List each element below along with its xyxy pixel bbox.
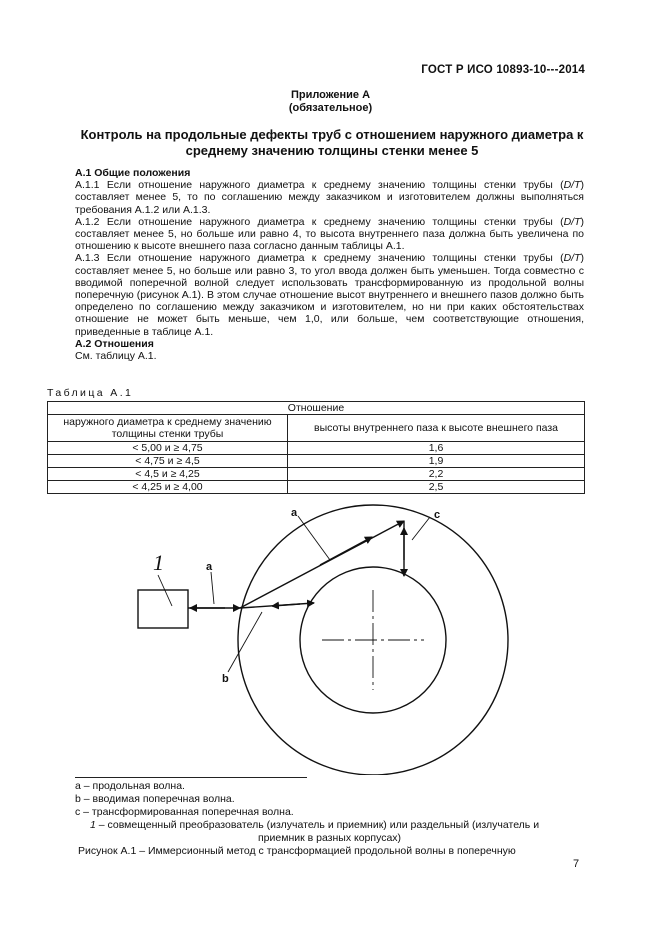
body-text [75, 167, 584, 362]
annex-title-line2: среднему значению толщины стенки менее 5 [185, 143, 479, 158]
figure-label-a-left: a [206, 561, 213, 573]
paragraph-a12-end: ) составляет менее 5, но больше или равно 4, то высота внутреннего паза должна быть увеличена по отношению к высоте внешнего паза согласно данным таблицы А.1. [75, 215, 584, 253]
paragraph-a13 [75, 252, 584, 337]
wave-b-return [272, 604, 300, 606]
section-a1-heading: А.1 Общие положения [75, 167, 191, 179]
paragraph-a13-dt: D/T [563, 252, 581, 265]
table-header-top-row [48, 402, 585, 415]
paragraph-a11-start: А.1.1 Если отношение наружного диаметра к среднему значению толщины стенки трубы ( [75, 179, 564, 192]
table-row [48, 455, 585, 468]
figure-label-b: b [222, 673, 229, 685]
paragraph-a11-dt: D/T [563, 179, 581, 192]
paragraph-a2: См. таблицу А.1. [75, 350, 157, 363]
table-cell: 2,2 [288, 468, 585, 481]
paragraph-a12-start: А.1.2 Если отношение наружного диаметра к среднему значению толщины стенки трубы ( [75, 215, 564, 228]
paragraph-a12 [75, 216, 584, 253]
leader-a-top [298, 516, 330, 560]
section-a2-heading: А.2 Отношения [75, 337, 154, 350]
table-cell: 1,6 [288, 442, 585, 455]
table-row [48, 442, 585, 455]
annex-title-line1: Контроль на продольные дефекты труб с отношением наружного диаметра к [80, 127, 584, 142]
annex-label: Приложение А [290, 89, 371, 101]
leader-a-left [211, 572, 214, 604]
table-cell: < 4,5 и ≥ 4,25 [48, 468, 288, 481]
note-b: b – вводимая поперечная волна. [75, 793, 235, 805]
note-1 [75, 819, 539, 832]
table-cell: < 4,75 и ≥ 4,5 [48, 455, 288, 468]
standard-code: ГОСТ Р ИСО 10893-10---2014 [421, 64, 585, 76]
note-a: а – продольная волна. [75, 780, 185, 792]
table-caption: Таблица А.1 [47, 387, 134, 399]
transducer-block [138, 590, 188, 628]
table-row [48, 468, 585, 481]
table-col2-header: высоты внутреннего паза к высоте внешнего паза [288, 415, 585, 442]
leader-c [412, 517, 430, 540]
page-number: 7 [573, 858, 580, 870]
wave-path-mid-arrow [320, 537, 372, 565]
table-header-top: Отношение [48, 402, 585, 415]
paragraph-a13-end: ) составляет менее 5, но больше или равно 3, то угол ввода должен быть уменьшен. Тогда совместно с вводимой поперечной волной следует использовать трансформированную из продольной волны поперечную (рисунок А.1). В этом случае отношение высот внутреннего и внешнего пазов должно быть определено по соглашению между заказчиком и изготовителем, но ни при каких обстоятельствах отношение не может быть меньше, чем 1,0, или больше, чем соответствующие отношения, приведенные в таблице А.1. [75, 252, 584, 338]
note-1-line2: приемник в разных корпусах) [258, 832, 402, 844]
table-header-row [48, 415, 585, 442]
note-c: с – трансформированная поперечная волна. [75, 806, 294, 818]
paragraph-a11-end: ) составляет менее 5, то по соглашению между заказчиком и изготовителем должны выполняться требования А.1.2 или А.1.3. [75, 179, 584, 216]
table-cell: < 5,00 и ≥ 4,75 [48, 442, 288, 455]
paragraph-a13-start: А.1.3 Если отношение наружного диаметра к среднему значению толщины стенки трубы ( [75, 252, 564, 265]
figure-label-1: 1 [153, 550, 164, 575]
paragraph-a11 [75, 179, 584, 216]
note-1-line1: – совмещенный преобразователь (излучатель и приемник) или раздельный (излучатель и [95, 819, 540, 831]
figure-a1-diagram [0, 500, 661, 775]
figure-caption: Рисунок А.1 – Иммерсионный метод с трансформацией продольной волны в поперечную [78, 845, 516, 857]
ratio-table [47, 401, 585, 494]
notes-separator [75, 777, 307, 778]
figure-label-c: c [434, 509, 441, 521]
table-cell: 2,5 [288, 481, 585, 494]
figure-notes [75, 780, 539, 845]
annex-title [52, 127, 612, 159]
figure-label-a-top: a [291, 507, 298, 519]
table-row [48, 481, 585, 494]
annex-status: (обязательное) [288, 102, 373, 114]
table-cell: 1,9 [288, 455, 585, 468]
table-cell: < 4,25 и ≥ 4,00 [48, 481, 288, 494]
leader-b [228, 612, 262, 672]
table-col1-header: наружного диаметра к среднему значению толщины стенки трубы [48, 415, 288, 442]
note-1-number: 1 [90, 819, 96, 831]
paragraph-a12-dt: D/T [563, 215, 581, 228]
annex-heading [0, 89, 661, 115]
